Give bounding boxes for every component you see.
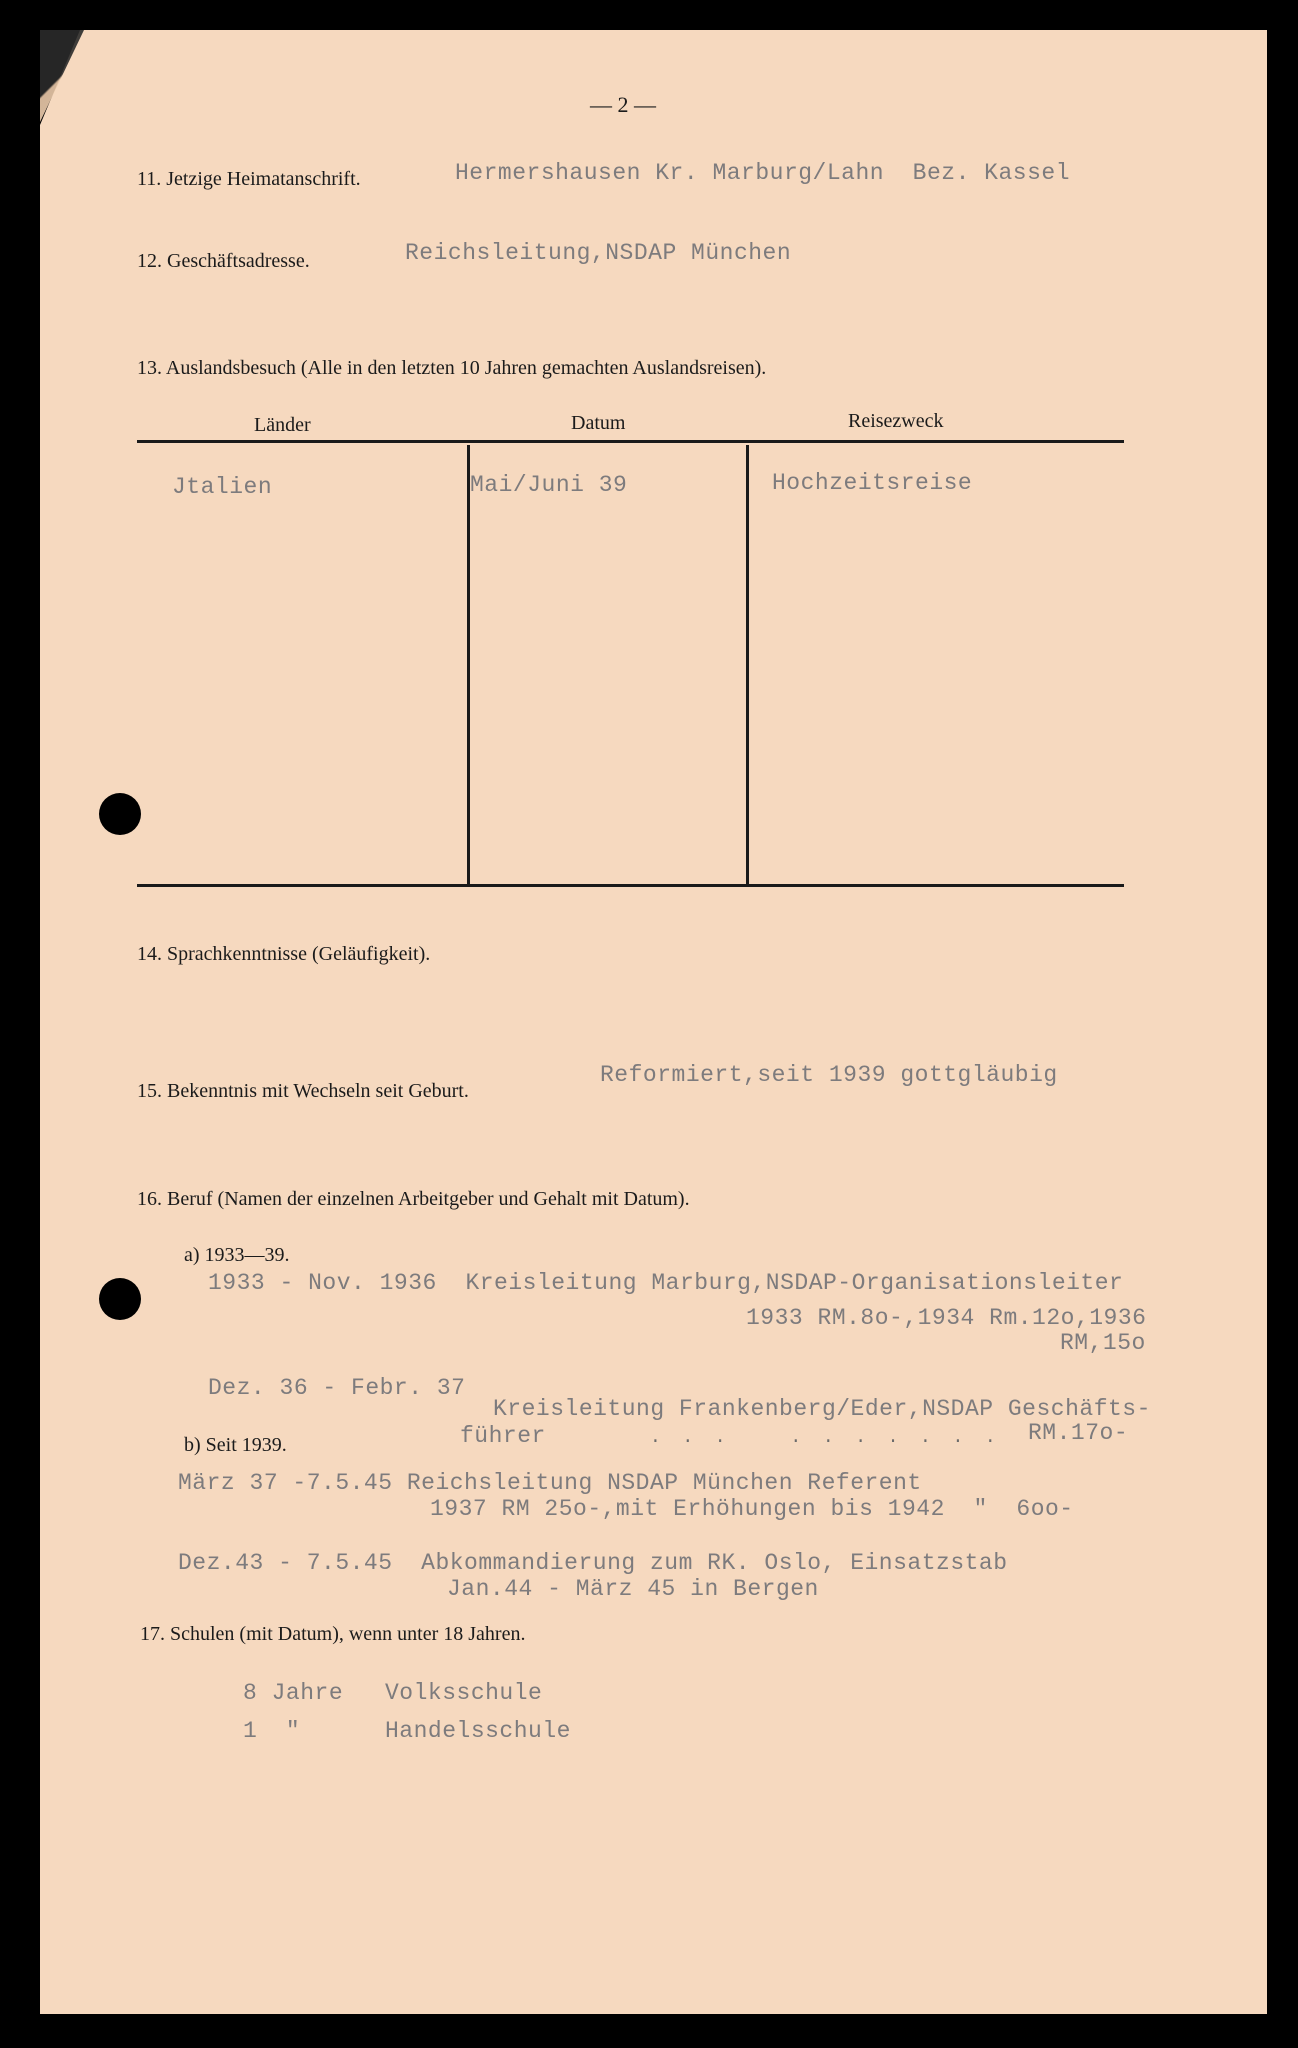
q15-label: 15. Bekenntnis mit Wechseln seit Geburt. — [137, 1080, 469, 1102]
q13-header-reisezweck: Reisezweck — [848, 410, 944, 432]
q16-line-7: RM.17o- — [1028, 1420, 1129, 1446]
q16-line-9: 1937 RM 25o-,mit Erhöhungen bis 1942 " 6oo- — [430, 1496, 1074, 1522]
q16-line-5: Kreisleitung Frankenberg/Eder,NSDAP Geschäfts- — [493, 1396, 1151, 1422]
q17-label: 17. Schulen (mit Datum), wenn unter 18 Jahren. — [140, 1623, 526, 1645]
q17-row2-school: Handelsschule — [385, 1718, 571, 1744]
q16-line-8: März 37 -7.5.45 Reichsleitung NSDAP München Referent — [178, 1470, 922, 1496]
q16-line-11: Jan.44 - März 45 in Bergen — [447, 1576, 819, 1602]
q11-label: 11. Jetzige Heimatanschrift. — [137, 168, 361, 190]
q16-a-label: a) 1933—39. — [184, 1244, 290, 1266]
q13-row-reisezweck: Hochzeitsreise — [772, 470, 973, 496]
table-top-rule — [137, 440, 1124, 443]
table-divider-1 — [467, 445, 470, 885]
q16-line-1: 1933 - Nov. 1936 Kreisleitung Marburg,NSDAP-Organisationsleiter — [208, 1270, 1124, 1296]
q16-line-2: 1933 RM.8o-,1934 Rm.12o,1936 — [746, 1305, 1147, 1331]
q16-label: 16. Beruf (Namen der einzelnen Arbeitgeber und Gehalt mit Datum). — [137, 1188, 690, 1210]
table-bottom-rule — [137, 884, 1124, 887]
q16-b-label: b) Seit 1939. — [184, 1434, 287, 1456]
q17-row1-years: 8 Jahre — [243, 1680, 344, 1706]
q13-row-laender: Jtalien — [172, 474, 273, 500]
q16-line-4: Dez. 36 - Febr. 37 — [208, 1375, 466, 1401]
dotted-leader: . . . . . . . . . . — [650, 1428, 996, 1448]
q13-row-datum: Mai/Juni 39 — [470, 472, 628, 498]
q14-label: 14. Sprachkenntnisse (Geläufigkeit). — [137, 943, 431, 965]
q17-row1-school: Volksschule — [385, 1680, 543, 1706]
page-number: — 2 — — [590, 92, 656, 117]
punch-hole-lower — [99, 1278, 141, 1320]
q16-line-6: führer — [460, 1423, 546, 1449]
q16-line-3: RM,15o — [1060, 1330, 1146, 1356]
document-page — [40, 30, 1267, 2014]
q13-header-datum: Datum — [571, 412, 626, 434]
q17-row2-years: 1 " — [243, 1718, 301, 1744]
q13-label: 13. Auslandsbesuch (Alle in den letzten 10 Jahren gemachten Auslandsreisen). — [137, 357, 767, 379]
punch-hole-upper — [99, 793, 141, 835]
q11-value: Hermershausen Kr. Marburg/Lahn Bez. Kassel — [455, 160, 1070, 186]
table-divider-2 — [746, 445, 749, 885]
q15-value: Reformiert,seit 1939 gottgläubig — [600, 1062, 1058, 1088]
q12-value: Reichsleitung,NSDAP München — [405, 240, 792, 266]
q16-line-10: Dez.43 - 7.5.45 Abkommandierung zum RK. Oslo, Einsatzstab — [178, 1550, 1008, 1576]
q13-header-laender: Länder — [254, 414, 311, 436]
q12-label: 12. Geschäftsadresse. — [137, 250, 310, 272]
